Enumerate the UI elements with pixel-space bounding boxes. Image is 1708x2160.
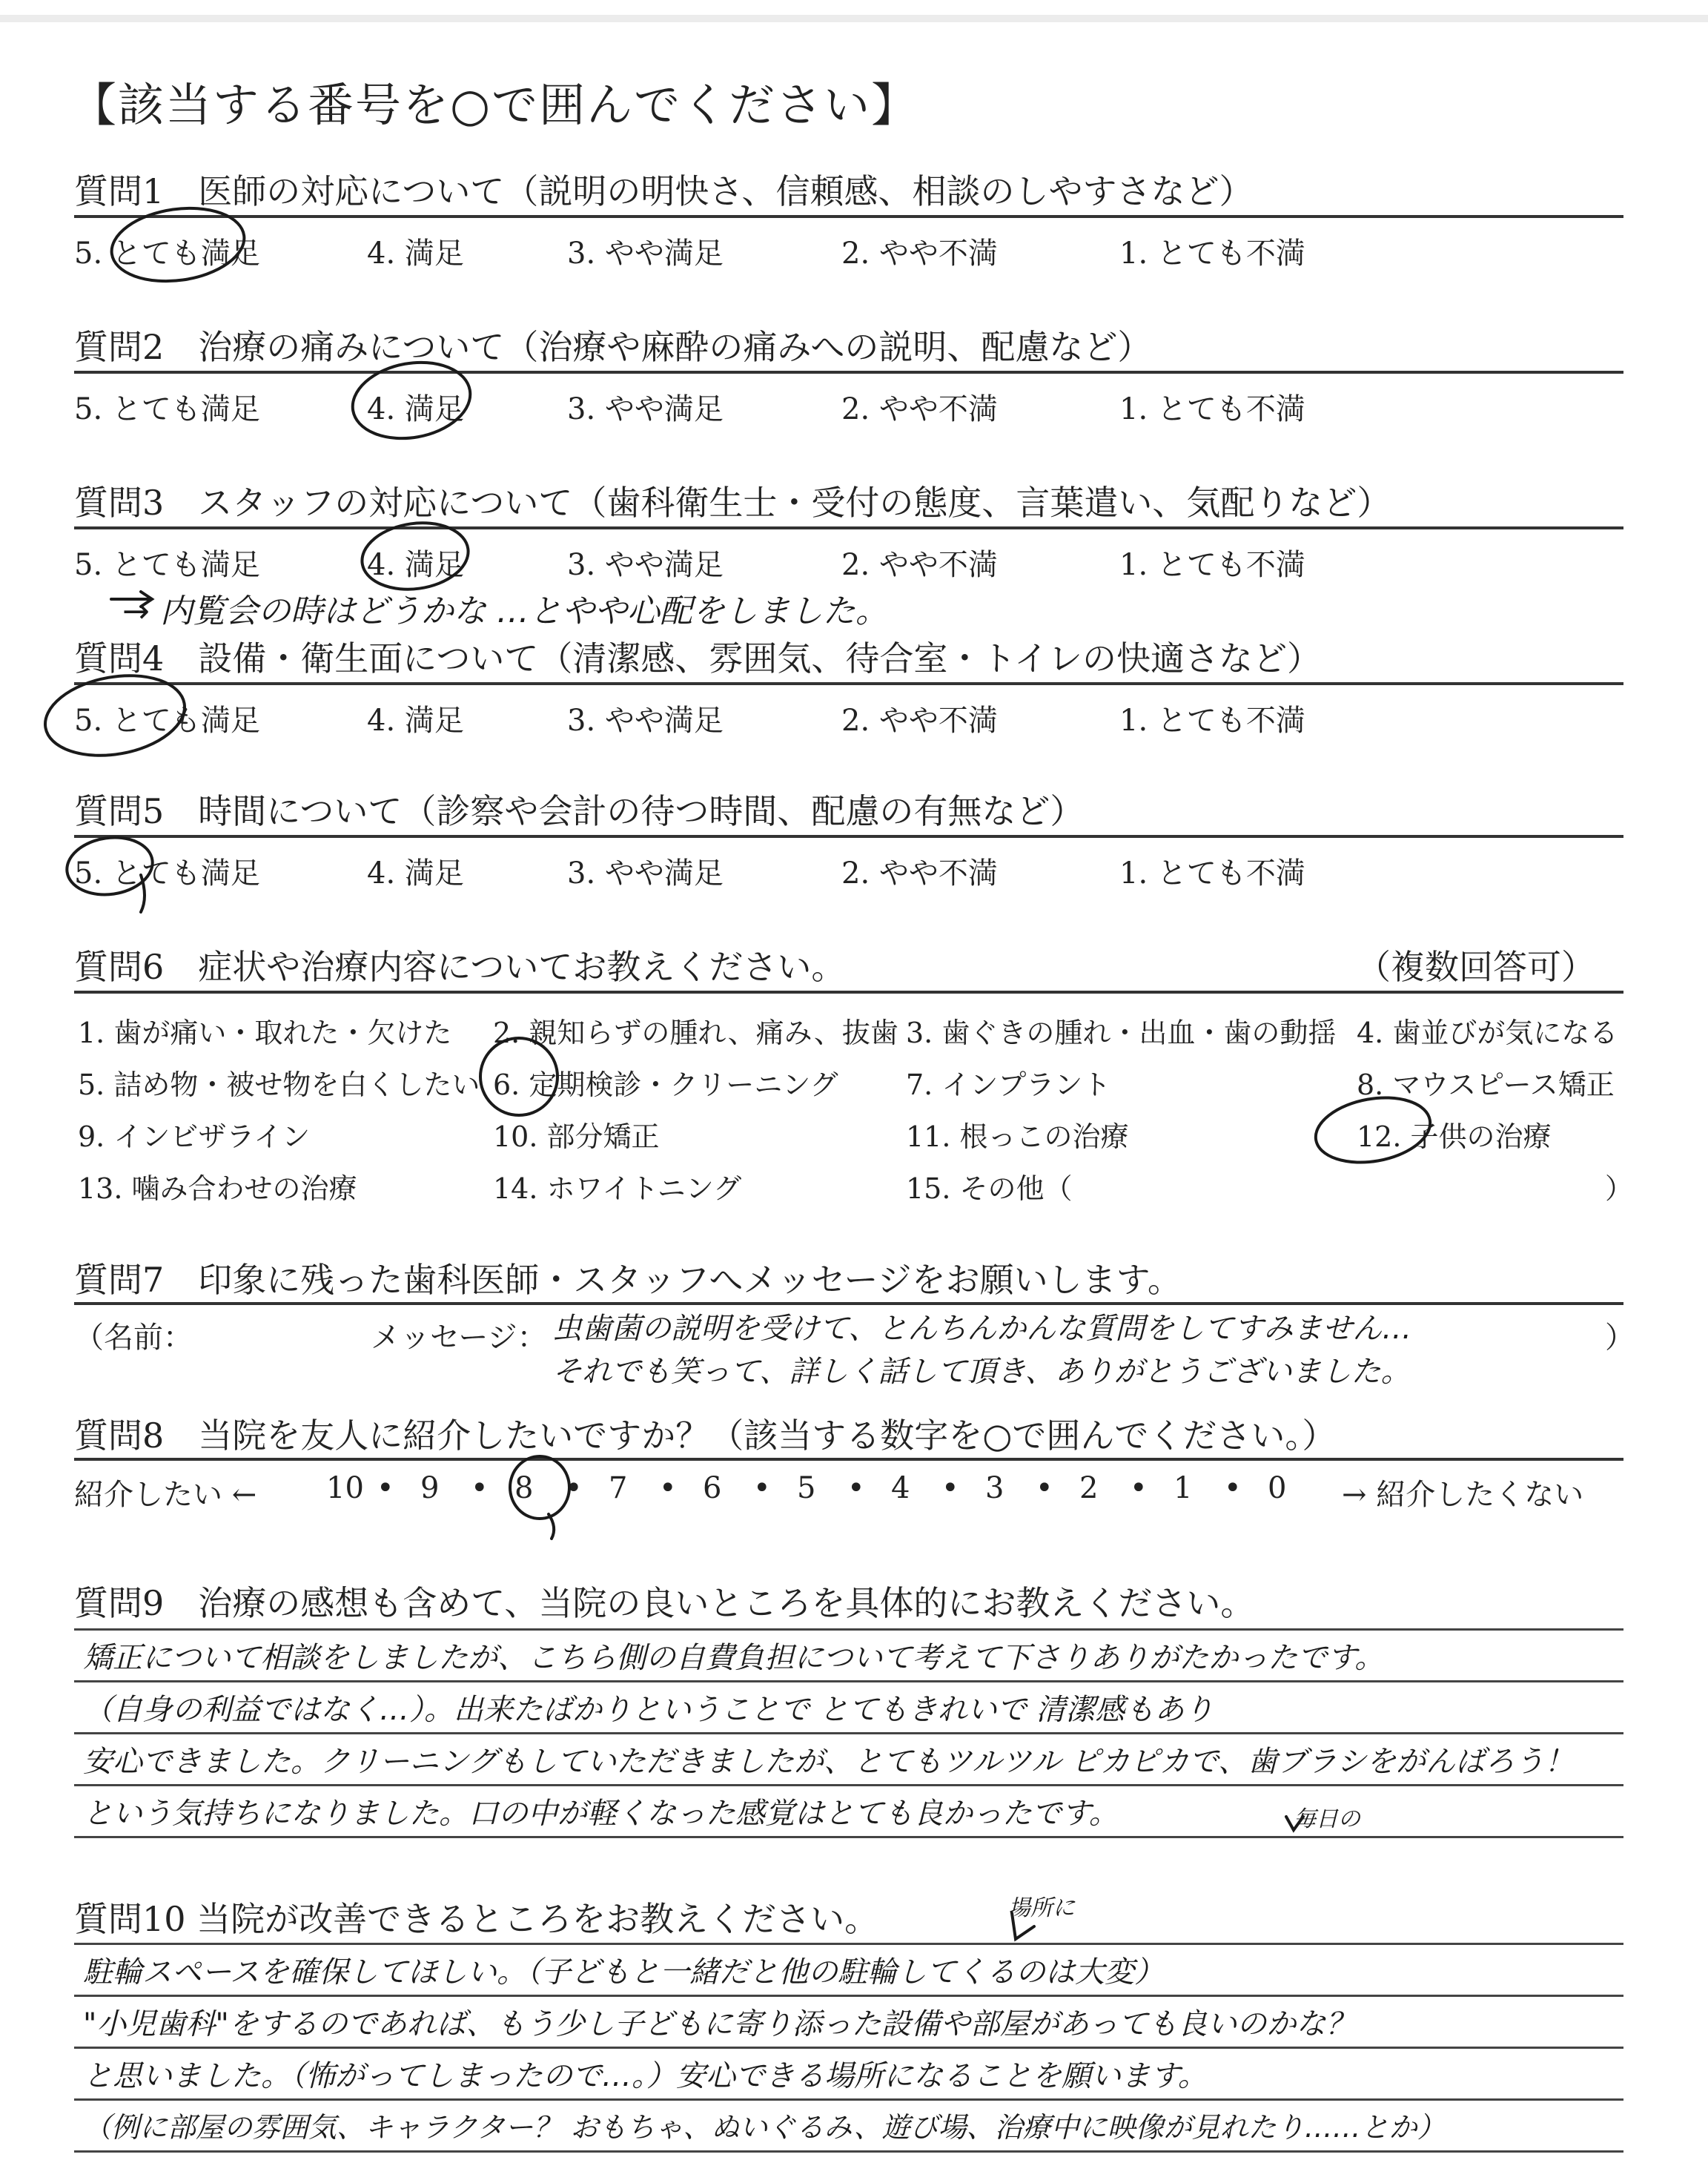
q8-rule bbox=[74, 1458, 1623, 1461]
q3-title: 質問3 スタッフの対応について（歯科衛生士・受付の態度、言葉遣い、気配りなど） bbox=[74, 483, 1391, 523]
q6-option-2[interactable]: 2. 親知らずの腫れ、痛み、抜歯 bbox=[493, 1017, 898, 1049]
q8-circle-tail bbox=[549, 1514, 554, 1539]
q7-name-label: （名前： bbox=[74, 1321, 193, 1355]
q9-line-4 bbox=[74, 1836, 1623, 1838]
q6-title: 質問6 症状や治療内容についてお教えください。 bbox=[74, 947, 846, 987]
q9-text-line-4: という気持ちになりました。口の中が軽くなった感覚はとても良かったです。 bbox=[83, 1797, 1119, 1831]
q2-title: 質問2 治療の痛みについて（治療や麻酔の痛みへの説明、配慮など） bbox=[74, 327, 1152, 367]
q7-message-line-2: それでも笑って、詳しく話して頂き、ありがとうございました。 bbox=[552, 1355, 1411, 1389]
q8-scale-separator: • bbox=[659, 1471, 677, 1505]
q8-scale-4[interactable]: 4 bbox=[891, 1471, 910, 1505]
page-header: 【該当する番号を○で囲んでください】 bbox=[70, 78, 919, 132]
q6-option-12[interactable]: 12. 子供の治療 bbox=[1357, 1120, 1552, 1153]
q8-scale-6[interactable]: 6 bbox=[703, 1471, 722, 1505]
q5-option-5[interactable]: 5. とても満足 bbox=[74, 856, 260, 891]
q9-text-line-3: 安心できました。クリーニングもしていただきましたが、とてもツルツル ピカピカで、歯ブラシをがんばろう！ bbox=[83, 1745, 1575, 1779]
q3-option-1[interactable]: 1. とても不満 bbox=[1119, 548, 1305, 582]
q4-title: 質問4 設備・衛生面について（清潔感、雰囲気、待合室・トイレの快適さなど） bbox=[74, 638, 1322, 678]
q10-text-line-2: "小児歯科"をするのであれば、もう少し子どもに寄り添った設備や部屋があっても良いのかな？ bbox=[83, 2007, 1356, 2041]
q1-title: 質問1 医師の対応について（説明の明快さ、信頼感、相談のしやすさなど） bbox=[74, 171, 1254, 211]
q7-message-line-1: 虫歯菌の説明を受けて、とんちんかんな質問をしてすみません… bbox=[552, 1312, 1412, 1346]
q3-option-4[interactable]: 4. 満足 bbox=[367, 548, 464, 582]
q6-option-4[interactable]: 4. 歯並びが気になる bbox=[1357, 1017, 1618, 1049]
q6-multi-label: （複数回答可） bbox=[1357, 947, 1595, 987]
q5-option-2[interactable]: 2. やや不満 bbox=[841, 856, 998, 891]
q6-option-9[interactable]: 9. インビザライン bbox=[78, 1120, 311, 1153]
q8-scale-separator: • bbox=[753, 1471, 771, 1505]
q8-scale-0[interactable]: 0 bbox=[1268, 1471, 1287, 1505]
q8-scale-separator: • bbox=[1224, 1471, 1242, 1505]
q4-option-1[interactable]: 1. とても不満 bbox=[1119, 704, 1305, 738]
q8-scale-7[interactable]: 7 bbox=[609, 1471, 628, 1505]
q1-option-5[interactable]: 5. とても満足 bbox=[74, 237, 260, 271]
q9-line-2 bbox=[74, 1732, 1623, 1734]
q9-insert: 毎日の bbox=[1294, 1806, 1360, 1832]
q10-line-0 bbox=[74, 1943, 1623, 1945]
q2-option-4[interactable]: 4. 満足 bbox=[367, 392, 464, 426]
q9-text-line-2: （自身の利益ではなく…）。出来たばかりということで とてもきれいで 清潔感もあり bbox=[83, 1693, 1214, 1727]
q10-text-line-4: （例に部屋の雰囲気、キャラクター？ おもちゃ、ぬいぐるみ、遊び場、治療中に映像が見れたり……とか） bbox=[83, 2111, 1446, 2144]
q8-left-label: 紹介したい ← bbox=[74, 1478, 257, 1512]
q7-title: 質問7 印象に残った歯科医師・スタッフへメッセージをお願いします。 bbox=[74, 1260, 1182, 1300]
q6-option-8[interactable]: 8. マウスピース矯正 bbox=[1357, 1069, 1615, 1101]
q5-title: 質問5 時間について（診察や会計の待つ時間、配慮の有無など） bbox=[74, 791, 1085, 831]
q6-option-7[interactable]: 7. インプラント bbox=[906, 1069, 1111, 1101]
q8-scale-8[interactable]: 8 bbox=[514, 1471, 534, 1505]
q8-scale-separator: • bbox=[565, 1471, 583, 1505]
q8-right-label: → 紹介したくない bbox=[1342, 1478, 1584, 1512]
q8-scale-separator: • bbox=[847, 1471, 865, 1505]
q2-option-5[interactable]: 5. とても満足 bbox=[74, 392, 260, 426]
q9-line-1 bbox=[74, 1680, 1623, 1682]
q3-option-5[interactable]: 5. とても満足 bbox=[74, 548, 260, 582]
q6-option-3[interactable]: 3. 歯ぐきの腫れ・出血・歯の動揺 bbox=[906, 1017, 1337, 1049]
q6-option-14[interactable]: 14. ホワイトニング bbox=[493, 1172, 742, 1205]
q6-option-1[interactable]: 1. 歯が痛い・取れた・欠けた bbox=[78, 1017, 452, 1049]
q3-rule bbox=[74, 526, 1623, 529]
q10-line-4 bbox=[74, 2150, 1623, 2153]
q10-line-2 bbox=[74, 2047, 1623, 2049]
q8-scale-3[interactable]: 3 bbox=[985, 1471, 1004, 1505]
q1-rule bbox=[74, 215, 1623, 218]
q7-message-label: メッセージ： bbox=[371, 1321, 547, 1355]
q2-option-1[interactable]: 1. とても不満 bbox=[1119, 392, 1305, 426]
q1-option-2[interactable]: 2. やや不満 bbox=[841, 237, 998, 271]
q9-title: 質問9 治療の感想も含めて、当院の良いところを具体的にお教えください。 bbox=[74, 1583, 1255, 1623]
q6-option-13[interactable]: 13. 噛み合わせの治療 bbox=[78, 1172, 357, 1205]
q4-option-4[interactable]: 4. 満足 bbox=[367, 704, 464, 738]
q2-option-3[interactable]: 3. やや満足 bbox=[567, 392, 724, 426]
q8-scale-separator: • bbox=[1130, 1471, 1148, 1505]
q5-option-3[interactable]: 3. やや満足 bbox=[567, 856, 724, 891]
q5-option-4[interactable]: 4. 満足 bbox=[367, 856, 464, 891]
q4-option-3[interactable]: 3. やや満足 bbox=[567, 704, 724, 738]
q8-scale-2[interactable]: 2 bbox=[1079, 1471, 1099, 1505]
q8-scale-10[interactable]: 10 bbox=[326, 1471, 364, 1505]
q5-option-1[interactable]: 1. とても不満 bbox=[1119, 856, 1305, 891]
q2-option-2[interactable]: 2. やや不満 bbox=[841, 392, 998, 426]
q9-line-0 bbox=[74, 1628, 1623, 1631]
q8-scale-1[interactable]: 1 bbox=[1174, 1471, 1193, 1505]
q4-rule bbox=[74, 682, 1623, 685]
q7-close: ） bbox=[1605, 1321, 1635, 1355]
q10-title: 質問10 当院が改善できるところをお教えください。 bbox=[74, 1899, 879, 1939]
q10-text-line-1: 駐輪スペースを確保してほしい。（子どもと一緒だと他の駐輪してくるのは大変） bbox=[83, 1955, 1164, 1989]
q3-option-3[interactable]: 3. やや満足 bbox=[567, 548, 724, 582]
q4-option-2[interactable]: 2. やや不満 bbox=[841, 704, 998, 738]
q8-title: 質問8 当院を友人に紹介したいですか？（該当する数字を○で囲んでください。） bbox=[74, 1416, 1337, 1456]
top-edge bbox=[0, 15, 1708, 22]
q6-option-5[interactable]: 5. 詰め物・被せ物を白くしたい bbox=[78, 1069, 480, 1101]
q6-rule bbox=[74, 991, 1623, 994]
q1-option-4[interactable]: 4. 満足 bbox=[367, 237, 464, 271]
q10-text-line-3: と思いました。（怖がってしまったので…。）安心できる場所になることを願います。 bbox=[83, 2059, 1208, 2093]
q6-option-15[interactable]: 15. その他（ bbox=[906, 1172, 1073, 1205]
q6-option-6[interactable]: 6. 定期検診・クリーニング bbox=[493, 1069, 838, 1101]
q6-option-10[interactable]: 10. 部分矯正 bbox=[493, 1120, 660, 1153]
q5-rule bbox=[74, 835, 1623, 838]
q8-scale-9[interactable]: 9 bbox=[420, 1471, 440, 1505]
q9-line-3 bbox=[74, 1784, 1623, 1786]
q3-option-2[interactable]: 2. やや不満 bbox=[841, 548, 998, 582]
q8-scale-separator: • bbox=[377, 1471, 394, 1505]
q9-text-line-1: 矯正について相談をしましたが、こちら側の自費負担について考えて下さりありがたかったです。 bbox=[83, 1641, 1385, 1675]
q8-scale-separator: • bbox=[471, 1471, 489, 1505]
q4-option-5[interactable]: 5. とても満足 bbox=[74, 704, 260, 738]
q3-handwritten-note: → 内覧会の時はどうかな …とやや心配をしました。 bbox=[122, 592, 888, 630]
q10-line-1 bbox=[74, 1995, 1623, 1997]
q10-line-3 bbox=[74, 2098, 1623, 2101]
q2-rule bbox=[74, 371, 1623, 374]
q1-option-3[interactable]: 3. やや満足 bbox=[567, 237, 724, 271]
q8-scale-separator: • bbox=[1036, 1471, 1053, 1505]
q6-other-close: ） bbox=[1605, 1172, 1634, 1205]
q1-option-1[interactable]: 1. とても不満 bbox=[1119, 237, 1305, 271]
q8-scale-5[interactable]: 5 bbox=[797, 1471, 816, 1505]
q6-option-11[interactable]: 11. 根っこの治療 bbox=[906, 1120, 1129, 1153]
q8-scale-separator: • bbox=[941, 1471, 959, 1505]
q10-insert: 場所に bbox=[1008, 1895, 1075, 1921]
